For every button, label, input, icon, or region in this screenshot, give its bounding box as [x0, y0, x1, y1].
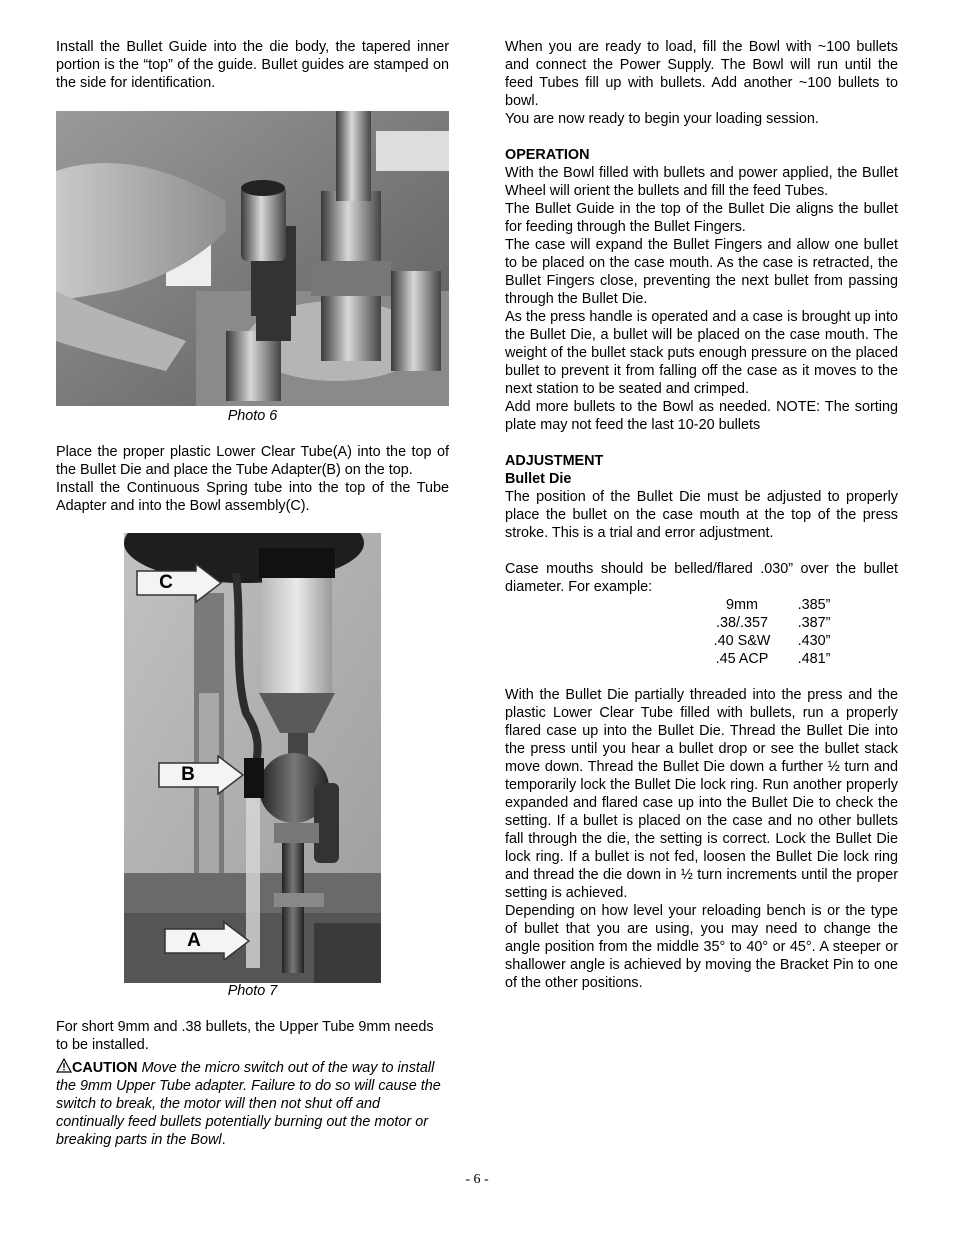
adjustment-paragraph-1: The position of the Bullet Die must be adjusted to properly place the bullet on the case mouth at the top of the press stroke. This is a trial and error adjustment. — [505, 489, 898, 541]
caliber-cell: .45 ACP — [715, 651, 769, 667]
caution-paragraph — [56, 1058, 449, 1149]
photo-7-caption: Photo 7 — [227, 983, 278, 999]
operation-paragraph-3: The case will expand the Bullet Fingers and allow one bullet to be placed on the case mouth. As the case is retracted, the Bullet Fingers close, preventing the next bullet from passing through the Bullet Die. — [505, 237, 898, 307]
callout-b-label: B — [181, 764, 195, 785]
photo-6 — [56, 111, 449, 406]
diameter-cell: .430” — [797, 633, 831, 649]
callout-c — [136, 563, 222, 603]
bullet-size-table — [700, 596, 844, 668]
caution-text: Move the micro switch out of the way to install the 9mm Upper Tube adapter. Failure to do so will cause the switch to break, the motor will then not shut off and continually feed bullets potentially burning out the motor or breaking parts in the Bowl — [56, 1060, 441, 1148]
table-row — [700, 614, 844, 632]
adjustment-heading: ADJUSTMENT — [505, 453, 604, 469]
callout-a — [164, 921, 250, 961]
operation-paragraph-5: Add more bullets to the Bowl as needed. NOTE: The sorting plate may not feed the last 10-20 bullets — [505, 399, 898, 433]
short-bullets-text: For short 9mm and .38 bullets, the Upper Tube 9mm needs to be installed. — [56, 1019, 434, 1053]
table-row — [700, 632, 844, 650]
photo-7 — [124, 533, 381, 983]
intro-paragraph: Install the Bullet Guide into the die body, the tapered inner portion is the “top” of the guide. Bullet guides are stamped on the side for identification. — [56, 39, 449, 91]
left-column — [56, 38, 449, 1149]
diameter-cell: .385” — [797, 597, 831, 613]
adjustment-paragraph-4: Depending on how level your reloading bench is or the type of bullet that you are using, you may need to change the angle position from the middle 35° to 40° or 45°. A steeper or shallower angle is achieved by moving the Bracket Pin to one of the other positions. — [505, 903, 898, 991]
callout-b — [158, 755, 244, 795]
operation-paragraph-2: The Bullet Guide in the top of the Bullet Die aligns the bullet for feeding through the Bullet Fingers. — [505, 201, 898, 235]
photo-6-image — [56, 111, 449, 406]
session-paragraph: You are now ready to begin your loading session. — [505, 111, 819, 127]
place-tube-paragraph: Place the proper plastic Lower Clear Tube(A) into the top of the Bullet Die and place the Tube Adapter(B) on the top. — [56, 444, 449, 478]
callout-a-label: A — [187, 930, 201, 951]
install-spring-paragraph: Install the Continuous Spring tube into the top of the Tube Adapter and into the Bowl assembly(C). — [56, 480, 449, 514]
diameter-cell: .481” — [797, 651, 831, 667]
callout-c-label: C — [159, 572, 173, 593]
caliber-cell: .38/.357 — [715, 615, 768, 631]
caution-end: . — [221, 1132, 226, 1148]
ready-paragraph: When you are ready to load, fill the Bowl with ~100 bullets and connect the Power Supply. The Bowl will run until the feed Tubes fill up with bullets. Add another ~100 bullets to bowl. — [505, 39, 898, 109]
operation-heading: OPERATION — [505, 147, 590, 163]
photo-6-caption: Photo 6 — [227, 408, 278, 424]
operation-paragraph-1: With the Bowl filled with bullets and power applied, the Bullet Wheel will orient the bullets and fill the feed Tubes. — [505, 165, 898, 199]
table-row — [700, 650, 844, 668]
warning-icon — [56, 1058, 72, 1073]
right-column — [505, 38, 898, 992]
bullet-die-heading: Bullet Die — [505, 471, 572, 487]
operation-paragraph-4: As the press handle is operated and a case is brought up into the Bullet Die, a bullet will be placed on the case mouth. The weight of the bullet stack puts enough pressure on the placed bullet to prevent it from falling off the case as it moves to the next station to be seated and crimped. — [505, 309, 898, 397]
caliber-cell: .40 S&W — [713, 633, 771, 649]
caliber-cell: 9mm — [726, 597, 758, 613]
diameter-cell: .387” — [797, 615, 831, 631]
page-number: - 6 - — [465, 1172, 489, 1187]
table-row — [700, 596, 844, 614]
adjustment-paragraph-3: With the Bullet Die partially threaded into the press and the plastic Lower Clear Tube filled with bullets, run a properly flared case up into the Bullet Die. Thread the Bullet Die into the press until you hear a bullet drop or see the bullet stack move down. Thread the Bullet Die down a further ½ turn and temporarily lock the Bullet Die lock ring. Run another properly expanded and flared case up into the Bullet Die to check the setting. If a bullet is placed on the case and no other bullets fall through the die, the setting is correct. Lock the Bullet Die lock ring. If a bullet is not fed, loosen the Bullet Die lock ring and thread the die down in ½ turn increments until the proper setting is achieved. — [505, 687, 898, 901]
short-bullets-paragraph — [56, 1018, 449, 1054]
adjustment-paragraph-2: Case mouths should be belled/flared .030” over the bullet diameter. For example: — [505, 561, 898, 595]
caution-label: CAUTION — [72, 1060, 138, 1076]
